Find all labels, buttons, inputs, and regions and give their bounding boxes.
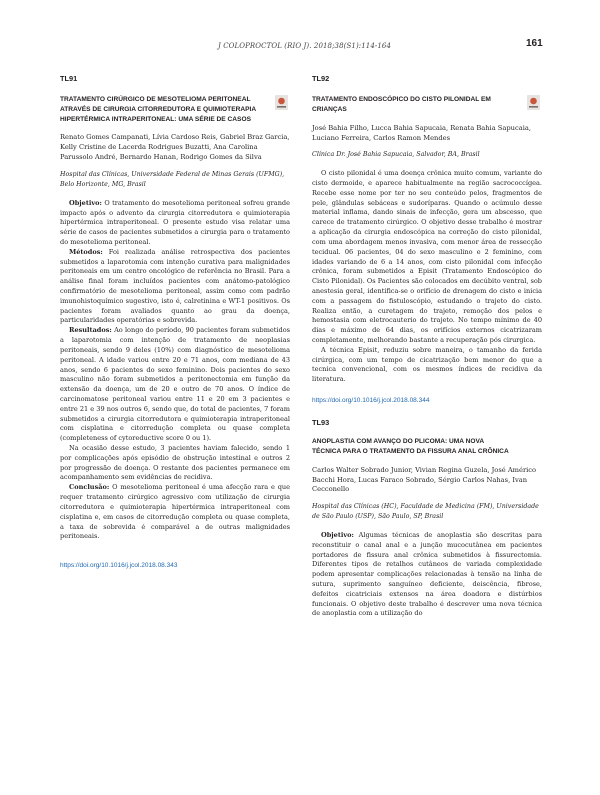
- conclusao-text: O mesotelioma peritoneal é uma afecção rara e que requer tratamento cirúrgico agressivo com utilização de cirurgia citorredutora e quimioterapia hipertérmica intraperitoneal com cisplatina e, em casos de citorredução completa ou quase completa, a taxa de sobrevida é comparável a de outras malignidades peritoneais.: [60, 483, 290, 541]
- page-header: [0, 0, 600, 60]
- abstract-title-row: [312, 437, 542, 457]
- abstract-title-row: [312, 95, 542, 115]
- abstract-id: TL92: [312, 74, 330, 83]
- authors: Renato Gomes Campanati, Lívia Cardoso Reis, Gabriel Braz Garcia, Kelly Cristine de Lacerda Rodrigues Buzatti, Ana Carolina Parussolo André, Bernardo Hanan, Rodrigo Gomes da Silva: [60, 133, 290, 162]
- abstract-title: ANOPLASTIA COM AVANÇO DO PLICOMA: UMA NOVA TÉCNICA PARA O TRATAMENTO DA FISSURA ANAL CRÔNICA: [312, 438, 509, 455]
- left-column: [60, 74, 290, 569]
- abstract-id: TL93: [312, 418, 330, 428]
- affiliation: Hospital das Clínicas, Universidade Federal de Minas Gerais (UFMG), Belo Horizonte, MG, Brasil: [60, 171, 285, 188]
- resultados-label: Resultados:: [69, 326, 112, 335]
- abstract-title-row: [60, 95, 290, 124]
- ocasiao-paragraph: Na ocasião desse estudo, 3 pacientes haviam falecido, sendo 1 por complicações após episódio de obstrução intestinal e outros 2 por progressão de doença. O restante dos pacientes permanece em acompanhamento sem evidências de recidiva.: [60, 444, 290, 482]
- abstract-title: TRATAMENTO CIRÚRGICO DE MESOTELIOMA PERITONEAL ATRAVÉS DE CIRURGIA CITORREDUTORA E QUIMIOTERAPIA HIPERTÉRMICA INTRAPERITONEAL: UMA SÉRIE DE CASOS: [60, 96, 256, 123]
- conclusao-label: Conclusão:: [69, 483, 110, 492]
- oral-presentation-icon: [275, 95, 288, 110]
- objetivo-label: Objetivo:: [321, 530, 354, 539]
- authors: José Bahia Filho, Lucca Bahia Sapucaia, Renata Bahia Sapucaia, Luciano Ferreira, Carlos Ramon Mendes: [312, 123, 531, 142]
- conclusao-paragraph: [60, 483, 290, 542]
- objetivo-paragraph: [312, 531, 542, 619]
- metodos-text: Foi realizada análise retrospectiva dos pacientes submetidos a laparotomia com intenção curativa para malignidades peritoneais em um centro oncológico de referência no Brasil. Para a análise final foram incluídos pacientes com anátomo-patológico confirmatório de mesotelioma peritoneal, assim como com padrão imunohistoquímico sugestivo, isto é, calretinina e WT-1 positivos. Os pacientes foram avaliados quanto ao grau da doença, particularidades operatórias e sobrevida.: [60, 247, 290, 325]
- objetivo-text: O tratamento do mesotelioma peritoneal sofreu grande impacto após o advento da cirurgia citorredutora e quimioterapia hipertérmica intraperitoneal. O presente estudo visa relatar uma série de casos de pacientes submetidos a cirurgia para o tratamento do mesotelioma peritoneal.: [60, 198, 290, 246]
- objetivo-text: Algumas técnicas de anoplastia são descritas para reconstituir o canal anal e a junção mucocutânea em pacientes portadores de fissura anal crônica submetidos à fissurectomia. Diferentes tipos de retalhos cutâneos de variada complexidade podem apresentar complicações relacionadas à tensão na linha de sutura, suprimento sanguíneo deficiente, deiscência, fibrose, defeitos cicatriciais extensos na área doadora e distúrbios funcionais. O objetivo deste trabalho é descrever uma nova técnica de anoplastia com a utilização do: [312, 530, 542, 618]
- authors: Carlos Walter Sobrado Junior, Vivian Regina Guzela, José Américo Bacchi Hora, Lucas Faraco Sobrado, Sérgio Carlos Nahas, Ivan Cecconello: [312, 465, 537, 494]
- resultados-text: Ao longo do período, 90 pacientes foram submetidos a laparotomia com intenção de tratamento de neoplasias peritoneais, sendo 9 deles (10%) com diagnóstico de mesotelioma peritoneal. A idade variou entre 20 e 71 anos, com mediana de 43 anos, sendo 6 pacientes do sexo feminino. Dois pacientes do sexo masculino não foram submetidos a peritonectomia em função da extensão da doença, um de 20 e outro de 70 anos. O índice de carcinomatose peritoneal variou entre 11 e 20 em 3 pacientes e entre 21 e 39 nos outros 6, sendo que, do total de pacientes, 7 foram submetidos a cirurgia citorredutora e quimioterapia intraperitoneal com cisplatina e citorredução completa ou quase completa (completeness of cytoreductive score 0 ou 1).: [60, 326, 290, 443]
- objetivo-paragraph: [60, 199, 290, 248]
- affiliation: Hospital das Clínicas (HC), Faculdade de Medicina (FM), Universidade de São Paulo (USP), São Paulo, SP, Brasil: [312, 503, 539, 521]
- oral-presentation-icon: [527, 95, 540, 110]
- metodos-paragraph: [60, 248, 290, 327]
- doi-link[interactable]: https://doi.org/10.1016/j.jcol.2018.08.343: [60, 562, 178, 570]
- body-paragraph: O cisto pilonidal é uma doença crônica muito comum, variante do cisto dermoide, e aparece habitualmente na região sacrococcígea. Recebe esse nome por ter no seu conteúdo pelos, fragmentos de pele, glândulas sebáceas e sudoríparas. Quando o acúmulo desse material inflama, dando sinais de infecção, gera um abscesso, que carece de tratamento cirúrgico. O objetivo desse trabalho é mostrar a aplicação da cirurgia endoscópica na correção do cisto pilonidal, com uma abordagem menos invasiva, com menor área de ressecção tecidual. 06 pacientes, 04 do sexo masculino e 2 feminino, com idades variando de 6 a 14 anos, com cisto pilonidal com infecção crônica, foram submetidos a Episit (Tratamento Endoscópico do Cisto Pilonidal). Os Pacientes são colocados em decúbito ventral, sob anestesia geral, identifica-se o orifício de drenagem do cisto e inicia com a passagem do fistuloscópio, estudando o trajeto do cisto. Realiza então, a curetagem do trajeto, remoção dos pelos e hemostasia com eletrocauterio do trajeto. No tempo mínimo de 40 dias e máximo de 64 dias, os orifícios externos cicatrizaram completamente, melhorando bastante a recuperação pós cirurgica.: [312, 169, 542, 345]
- journal-citation: J COLOPROCTOL (RIO J). 2018;38(S1):114-164: [218, 42, 392, 50]
- right-column: [312, 74, 542, 619]
- resultados-paragraph: [60, 326, 290, 444]
- objetivo-label: Objetivo:: [69, 198, 102, 207]
- metodos-label: Métodos:: [69, 247, 103, 256]
- affiliation: Clínica Dr. José Bahia Sapucaia, Salvador, BA, Brasil: [312, 151, 480, 159]
- abstract-id: TL91: [60, 74, 78, 83]
- abstract-title: TRATAMENTO ENDOSCÓPICO DO CISTO PILONIDAL EM CRIANÇAS: [312, 96, 491, 113]
- page-number: 161: [526, 38, 543, 49]
- doi-link[interactable]: https://doi.org/10.1016/j.jcol.2018.08.344: [312, 397, 430, 405]
- body-paragraph: A técnica Episit, reduziu sobre maneira, o tamanho da ferida cirúrgica, com um tempo de cicatrização bem menor do que a tecnica convencional, com os mesmos índices de recidiva da literatura.: [312, 345, 542, 384]
